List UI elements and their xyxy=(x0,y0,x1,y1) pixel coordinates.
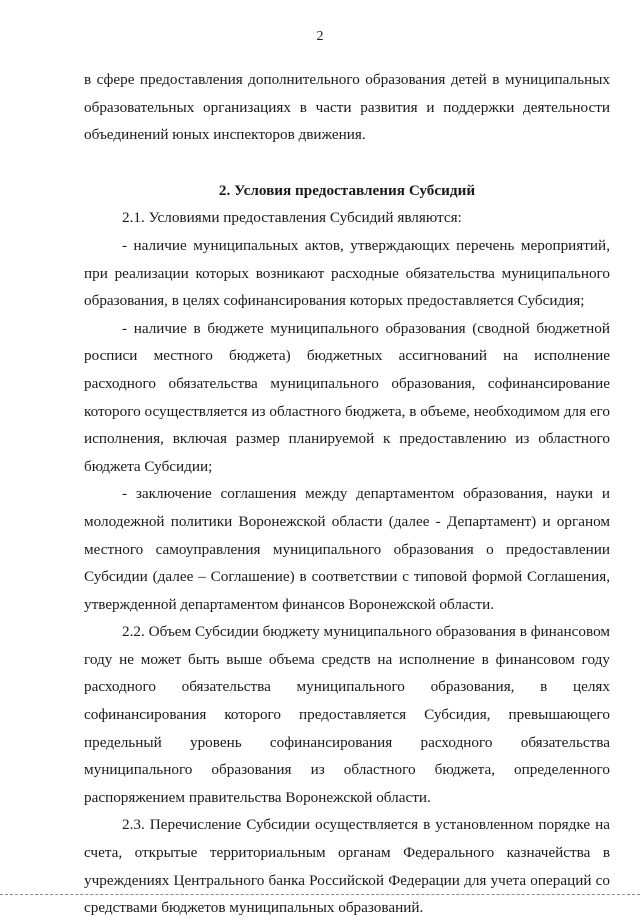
paragraph-2-1: 2.1. Условиями предоставления Субсидий являются: xyxy=(122,209,462,227)
document-body xyxy=(84,66,610,922)
condition-item-agreement: - заключение соглашения между департаментом образования, науки и молодежной политики Воронежской области (далее - Департамент) и органом местного самоуправления муниципального образования о предоставлении Субсидии (далее – Соглашение) в соответствии с типовой формой Соглашения, утвержденной департаментом финансов Воронежской области. xyxy=(84,485,610,613)
condition-item-budget-allocations: - наличие в бюджете муниципального образования (сводной бюджетной росписи местного бюджета) бюджетных ассигнований на исполнение расходного обязательства муниципального образования, софинансирование которого осуществляется из областного бюджета, в объеме, необходимом для его исполнения, включая размер планируемой к предоставлению из областного бюджета Субсидии; xyxy=(84,319,610,475)
paragraph-continuation: в сфере предоставления дополнительного образования детей в муниципальных образовательных организациях в части развития и поддержки деятельности объединений юных инспекторов движения. xyxy=(84,71,610,144)
paragraph-2-3: 2.3. Перечисление Субсидии осуществляется в установленном порядке на счета, открытые территориальным органам Федерального казначейства в учреждениях Центрального банка Российской Федерации для учета операций со средствами бюджетов муниципальных образований. xyxy=(84,816,610,917)
paragraph-2-2: 2.2. Объем Субсидии бюджету муниципального образования в финансовом году не может быть выше объема средств на исполнение в финансовом году расходного обязательства муниципального образования, в целях софинансирования которого предоставляется Субсидия, превышающего предельный уровень софинансирования расходного обязательства муниципального образования из областного бюджета, определенного распоряжением правительства Воронежской области. xyxy=(84,623,610,806)
condition-item-municipal-acts: - наличие муниципальных актов, утверждающих перечень мероприятий, при реализации которых возникают расходные обязательства муниципального образования, в целях софинансирования которых предоставляется Субсидия; xyxy=(84,236,610,310)
page-number: 2 xyxy=(316,29,324,44)
section-heading: 2. Условия предоставления Субсидий xyxy=(218,181,476,199)
page-bottom-edge xyxy=(0,894,640,895)
